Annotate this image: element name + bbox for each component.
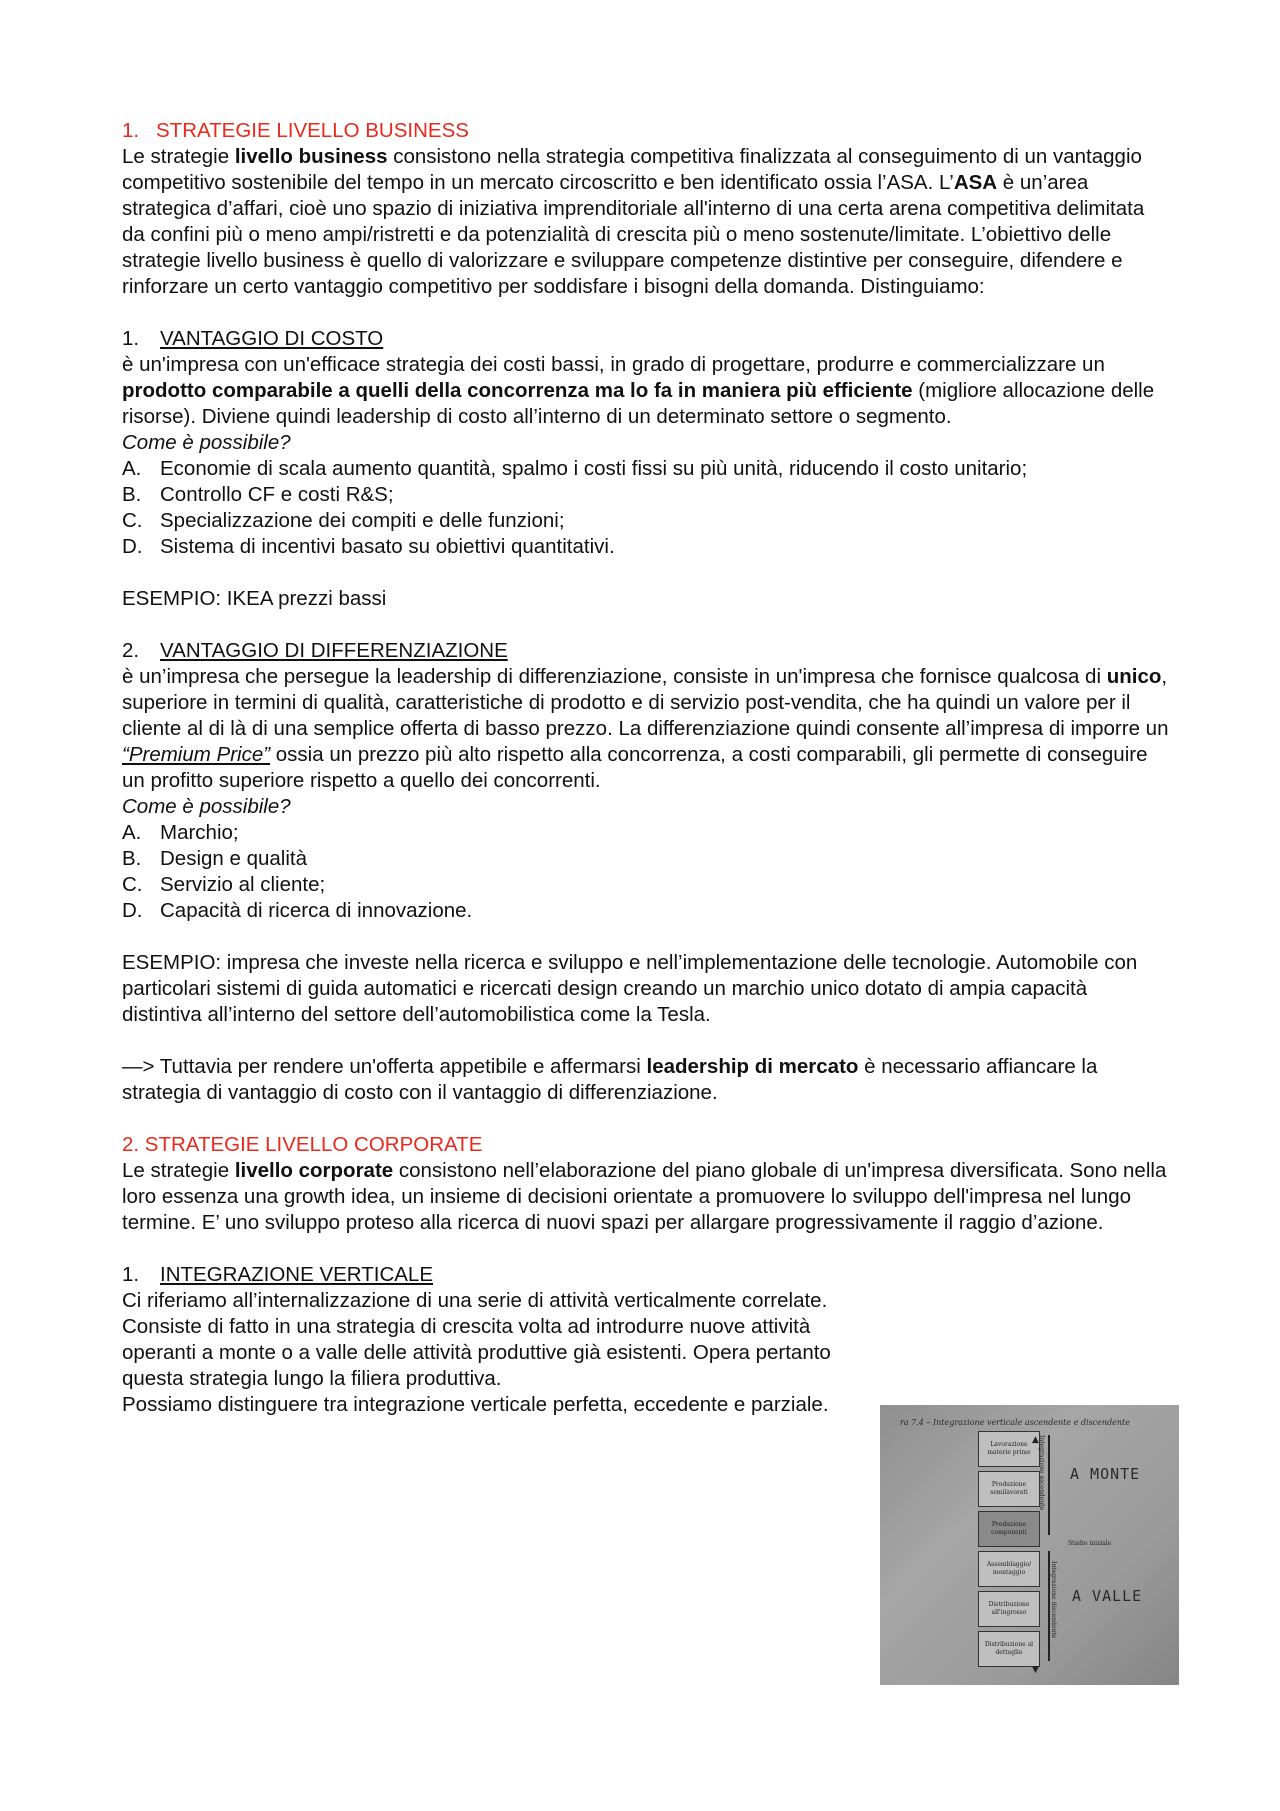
- section1-title: STRATEGIE LIVELLO BUSINESS: [156, 119, 469, 142]
- figure-caption: ra 7.4 – Integrazione verticale ascendente e discendente: [900, 1418, 1131, 1427]
- list-item: C. Servizio al cliente;: [122, 873, 326, 896]
- figure-stage: Produzione componenti: [978, 1511, 1040, 1547]
- up-axis-label: Integrazione ascendente: [1038, 1435, 1045, 1511]
- cost-list: [122, 456, 1172, 560]
- cost-question: Come è possibile?: [122, 431, 291, 454]
- integration-heading: 1. INTEGRAZIONE VERTICALE: [122, 1263, 434, 1286]
- list-item: C. Specializzazione dei compiti e delle funzioni;: [122, 509, 565, 532]
- cost-paragraph: è un'impresa con un'efficace strategia dei costi bassi, in grado di progettare, produrre e commercializzare un prodotto comparabile a quelli della concorrenza ma lo fa in maniera più efficiente (migliore allocazione delle risorse). Diviene quindi leadership di costo all’interno di un determinato settore o segmento.: [122, 353, 1155, 428]
- integration-types: Possiamo distinguere tra integrazione verticale perfetta, eccedente e parziale.: [122, 1393, 829, 1416]
- figure-stage: Distribuzione al dettaglio: [978, 1631, 1040, 1667]
- section2-heading: 2. STRATEGIE LIVELLO CORPORATE: [122, 1133, 483, 1156]
- list-item: B. Controllo CF e costi R&S;: [122, 483, 394, 506]
- cost-example: ESEMPIO: IKEA prezzi bassi: [122, 587, 387, 610]
- figure-stage: Assemblaggio/ montaggio: [978, 1551, 1040, 1587]
- diff-question: Come è possibile?: [122, 795, 291, 818]
- section1-number: 1.: [122, 119, 140, 142]
- figure-stage: Distribuzione all'ingrosso: [978, 1591, 1040, 1627]
- valle-label: A VALLE: [1072, 1587, 1143, 1605]
- diff-example: ESEMPIO: impresa che investe nella ricerca e sviluppo e nell’implementazione delle tecnologie. Automobile con particolari sistemi di guida automatici e ricercati design creando un marchio unico dotato di ampia capacità distintiva all’interno del settore dell’automobilistica come la Tesla.: [122, 951, 1138, 1026]
- integration-paragraph: Ci riferiamo all’internalizzazione di una serie di attività verticalmente correlate. Consiste di fatto in una strategia di crescita volta ad introdurre nuove attività operanti a monte o a valle delle attività produttive già esistenti. Opera pertanto questa strategia lungo la filiera produttiva.: [122, 1289, 831, 1390]
- list-item: A. Economie di scala aumento quantità, spalmo i costi fissi su più unità, riducendo il costo unitario;: [122, 457, 1028, 480]
- list-item: B. Design e qualità: [122, 847, 308, 870]
- monte-label: A MONTE: [1070, 1465, 1141, 1483]
- list-item: A. Marchio;: [122, 821, 239, 844]
- list-item: D. Sistema di incentivi basato su obiettivi quantitativi.: [122, 535, 615, 558]
- up-arrowhead-icon: ▲: [1032, 1435, 1039, 1445]
- down-axis-label: Integrazione discendente: [1050, 1561, 1057, 1639]
- figure-stage: Produzione semilavorati: [978, 1471, 1040, 1507]
- document-content: [122, 118, 1172, 1418]
- section2-intro: Le strategie livello corporate consistono nell’elaborazione del piano globale di un'impresa diversificata. Sono nella loro essenza una growth idea, un insieme di decisioni orientate a promuovere lo sviluppo dell'impresa nel lungo termine. E’ uno sviluppo proteso alla ricerca di nuovi spazi per allargare progressivamente il raggio d’azione.: [122, 1159, 1167, 1234]
- integration-block: [122, 1262, 842, 1418]
- vertical-integration-figure: [880, 1405, 1179, 1685]
- section1-heading: [122, 118, 1172, 144]
- cost-heading: 1. VANTAGGIO DI COSTO: [122, 327, 384, 350]
- list-item: D. Capacità di ricerca di innovazione.: [122, 899, 473, 922]
- diff-paragraph: è un’impresa che persegue la leadership di differenziazione, consiste in un'impresa che fornisce qualcosa di unico, superiore in termini di qualità, caratteristiche di prodotto e di servizio post-vendita, che ha quindi un valore per il cliente al di là di una semplice offerta di basso prezzo. La differenziazione quindi consente all’impresa di imporre un “Premium Price” ossia un prezzo più alto rispetto alla concorrenza, a costi comparabili, gli permette di conseguire un profitto superiore rispetto a quello dei concorrenti.: [122, 665, 1169, 792]
- stage-label: Stadio iniziale: [1068, 1540, 1112, 1547]
- figure-stage: Lavorazione materie prime: [978, 1431, 1040, 1467]
- leadership-note: —> Tuttavia per rendere un'offerta appetibile e affermarsi leadership di mercato è necessario affiancare la strategia di vantaggio di costo con il vantaggio di differenziazione.: [122, 1055, 1098, 1104]
- diff-list: [122, 820, 1172, 924]
- section1-intro: Le strategie livello business consistono nella strategia competitiva finalizzata al conseguimento di un vantaggio competitivo sostenibile del tempo in un mercato circoscritto e ben identificato ossia l’ASA. L’ASA è un’area strategica d’affari, cioè uno spazio di iniziativa imprenditoriale all'interno di una certa arena competitiva delimitata da confini più o meno ampi/ristretti e da potenzialità di crescita più o meno sostenute/limitate. L’obiettivo delle strategie livello business è quello di valorizzare e sviluppare competenze distintive per conseguire, difendere e rinforzare un certo vantaggio competitivo per soddisfare i bisogni della domanda. Distinguiamo:: [122, 145, 1145, 298]
- diff-heading: 2. VANTAGGIO DI DIFFERENZIAZIONE: [122, 639, 508, 662]
- down-arrowhead-icon: ▼: [1032, 1665, 1039, 1675]
